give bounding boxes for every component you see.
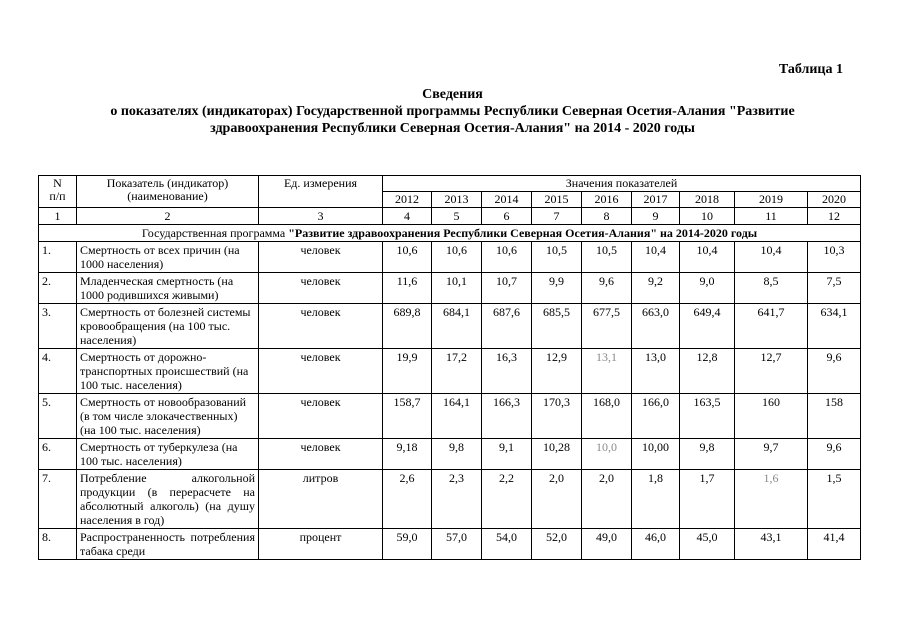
indicator-value: 10,0 <box>582 439 632 470</box>
indicator-name: Смертность от всех причин (на 1000 населения) <box>77 242 259 273</box>
indicator-value: 649,4 <box>680 304 735 349</box>
table-row <box>39 273 861 304</box>
table-row <box>39 349 861 394</box>
indicator-value: 52,0 <box>532 529 582 560</box>
indicator-name: Распространенность потребления табака среди <box>77 529 259 560</box>
row-number: 5. <box>39 394 77 439</box>
column-index-cell: 11 <box>735 208 808 225</box>
indicator-value: 9,8 <box>680 439 735 470</box>
indicator-unit: человек <box>259 273 383 304</box>
indicator-value: 8,5 <box>735 273 808 304</box>
indicator-value: 9,9 <box>532 273 582 304</box>
program-section-row <box>39 225 861 242</box>
document-heading <box>0 86 905 137</box>
indicator-value: 9,2 <box>632 273 680 304</box>
indicator-value: 10,6 <box>383 242 432 273</box>
indicator-value: 41,4 <box>808 529 861 560</box>
column-index-cell: 9 <box>632 208 680 225</box>
indicator-unit: литров <box>259 470 383 529</box>
indicator-value: 13,1 <box>582 349 632 394</box>
indicator-value: 2,3 <box>432 470 482 529</box>
indicator-value: 2,0 <box>532 470 582 529</box>
indicator-value: 687,6 <box>482 304 532 349</box>
program-section-title <box>39 225 861 242</box>
header-year: 2017 <box>632 192 680 208</box>
indicator-value: 59,0 <box>383 529 432 560</box>
indicator-value: 170,3 <box>532 394 582 439</box>
table-row <box>39 470 861 529</box>
column-index-cell: 6 <box>482 208 532 225</box>
row-number: 1. <box>39 242 77 273</box>
indicator-value: 49,0 <box>582 529 632 560</box>
indicator-value: 1,5 <box>808 470 861 529</box>
indicator-value: 9,6 <box>808 349 861 394</box>
header-unit: Ед. измерения <box>259 176 383 208</box>
indicator-unit: человек <box>259 394 383 439</box>
indicator-value: 9,6 <box>808 439 861 470</box>
column-index-cell: 2 <box>77 208 259 225</box>
indicator-value: 10,00 <box>632 439 680 470</box>
indicator-value: 9,6 <box>582 273 632 304</box>
indicator-value: 166,0 <box>632 394 680 439</box>
row-number: 8. <box>39 529 77 560</box>
column-index-cell: 12 <box>808 208 861 225</box>
column-index-cell: 10 <box>680 208 735 225</box>
heading-subtitle-line2: здравоохранения Республики Северная Осетия-Алания" на 2014 - 2020 годы <box>210 121 695 136</box>
header-values: Значения показателей <box>383 176 861 192</box>
indicator-value: 11,6 <box>383 273 432 304</box>
indicators-table <box>38 175 861 560</box>
indicator-value: 45,0 <box>680 529 735 560</box>
column-index-cell: 8 <box>582 208 632 225</box>
header-year: 2018 <box>680 192 735 208</box>
heading-title: Сведения <box>422 87 483 102</box>
indicator-value: 163,5 <box>680 394 735 439</box>
indicator-value: 17,2 <box>432 349 482 394</box>
column-index-cell: 3 <box>259 208 383 225</box>
indicator-value: 10,6 <box>482 242 532 273</box>
column-index-row <box>39 208 861 225</box>
header-indicator <box>77 176 259 208</box>
heading-subtitle-line1: о показателях (индикаторах) Государственной программы Республики Северная Осетия-Алания "Развитие <box>110 104 795 119</box>
indicator-name: Смертность от болезней системы кровообращения (на 100 тыс. населения) <box>77 304 259 349</box>
row-number: 2. <box>39 273 77 304</box>
indicator-value: 164,1 <box>432 394 482 439</box>
indicator-value: 2,2 <box>482 470 532 529</box>
indicator-value: 10,4 <box>680 242 735 273</box>
header-indicator-line1: Показатель (индикатор) <box>106 176 229 190</box>
indicator-value: 9,0 <box>680 273 735 304</box>
indicator-value: 689,8 <box>383 304 432 349</box>
indicator-value: 2,6 <box>383 470 432 529</box>
indicator-value: 10,28 <box>532 439 582 470</box>
indicator-value: 166,3 <box>482 394 532 439</box>
indicator-value: 46,0 <box>632 529 680 560</box>
indicator-value: 13,0 <box>632 349 680 394</box>
indicator-value: 43,1 <box>735 529 808 560</box>
indicator-value: 12,9 <box>532 349 582 394</box>
indicator-value: 158 <box>808 394 861 439</box>
table-row <box>39 529 861 560</box>
indicator-value: 9,8 <box>432 439 482 470</box>
indicator-unit: человек <box>259 304 383 349</box>
indicator-value: 7,5 <box>808 273 861 304</box>
indicator-value: 168,0 <box>582 394 632 439</box>
column-index-cell: 4 <box>383 208 432 225</box>
header-year: 2015 <box>532 192 582 208</box>
indicator-value: 1,7 <box>680 470 735 529</box>
indicator-value: 12,7 <box>735 349 808 394</box>
column-index-cell: 5 <box>432 208 482 225</box>
header-year: 2012 <box>383 192 432 208</box>
indicator-value: 9,1 <box>482 439 532 470</box>
indicator-name: Смертность от туберкулеза (на 100 тыс. населения) <box>77 439 259 470</box>
section-program-name: "Развитие здравоохранения Республики Северная Осетия-Алания" <box>288 226 657 240</box>
indicator-value: 1,6 <box>735 470 808 529</box>
header-number-line2: п/п <box>49 189 66 203</box>
indicator-value: 2,0 <box>582 470 632 529</box>
indicator-name: Смертность от дорожно-транспортных происшествий (на 100 тыс. населения) <box>77 349 259 394</box>
row-number: 7. <box>39 470 77 529</box>
indicator-value: 12,8 <box>680 349 735 394</box>
row-number: 6. <box>39 439 77 470</box>
indicator-value: 9,18 <box>383 439 432 470</box>
indicator-value: 10,5 <box>532 242 582 273</box>
indicator-unit: человек <box>259 439 383 470</box>
indicator-value: 160 <box>735 394 808 439</box>
header-year: 2013 <box>432 192 482 208</box>
header-row-top <box>39 176 861 192</box>
indicator-unit: человек <box>259 242 383 273</box>
table-number-label: Таблица 1 <box>778 62 843 77</box>
indicator-value: 54,0 <box>482 529 532 560</box>
header-number-line1: N <box>53 176 62 190</box>
indicator-name: Смертность от новообразований (в том числе злокачественных) (на 100 тыс. населения) <box>77 394 259 439</box>
header-year: 2014 <box>482 192 532 208</box>
indicator-name: Потребление алкогольной продукции (в перерасчете на абсолютный алкоголь) (на душу населения в год) <box>77 470 259 529</box>
column-index-cell: 1 <box>39 208 77 225</box>
indicator-value: 16,3 <box>482 349 532 394</box>
row-number: 3. <box>39 304 77 349</box>
indicator-value: 10,6 <box>432 242 482 273</box>
indicator-value: 684,1 <box>432 304 482 349</box>
header-year: 2016 <box>582 192 632 208</box>
indicator-value: 10,4 <box>735 242 808 273</box>
table-row <box>39 394 861 439</box>
indicator-value: 10,4 <box>632 242 680 273</box>
table-row <box>39 304 861 349</box>
indicator-value: 641,7 <box>735 304 808 349</box>
indicator-value: 10,7 <box>482 273 532 304</box>
indicator-value: 10,3 <box>808 242 861 273</box>
indicator-value: 9,7 <box>735 439 808 470</box>
indicator-value: 663,0 <box>632 304 680 349</box>
header-year: 2019 <box>735 192 808 208</box>
section-suffix: на 2014-2020 годы <box>656 226 758 240</box>
indicator-value: 10,5 <box>582 242 632 273</box>
indicator-value: 19,9 <box>383 349 432 394</box>
indicator-value: 677,5 <box>582 304 632 349</box>
section-prefix: Государственная программа <box>141 226 289 240</box>
table-row <box>39 439 861 470</box>
indicator-unit: процент <box>259 529 383 560</box>
header-indicator-line2: (наименование) <box>127 189 208 203</box>
indicator-value: 685,5 <box>532 304 582 349</box>
header-year: 2020 <box>808 192 861 208</box>
indicator-value: 1,8 <box>632 470 680 529</box>
indicator-name: Младенческая смертность (на 1000 родившихся живыми) <box>77 273 259 304</box>
indicator-value: 634,1 <box>808 304 861 349</box>
row-number: 4. <box>39 349 77 394</box>
indicator-value: 158,7 <box>383 394 432 439</box>
indicator-value: 10,1 <box>432 273 482 304</box>
header-number <box>39 176 77 208</box>
indicator-unit: человек <box>259 349 383 394</box>
indicator-value: 57,0 <box>432 529 482 560</box>
column-index-cell: 7 <box>532 208 582 225</box>
table-row <box>39 242 861 273</box>
